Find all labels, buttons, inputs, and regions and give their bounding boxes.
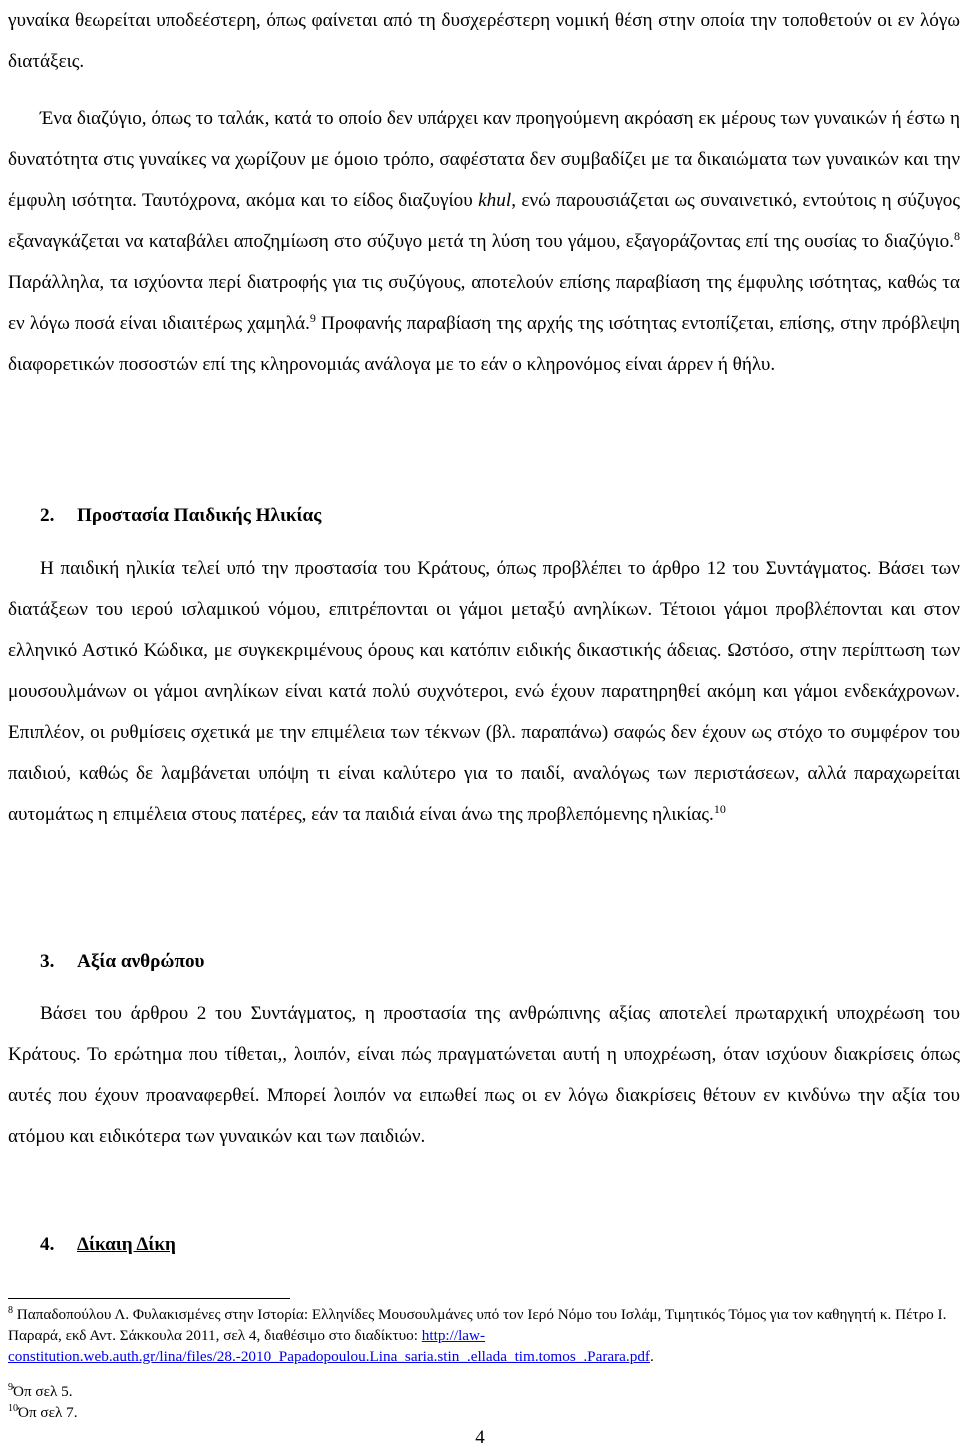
footnote-ref-9[interactable]: 9 bbox=[309, 311, 316, 325]
paragraph-divorce: Ένα διαζύγιο, όπως το ταλάκ, κατά το οποίο δεν υπάρχει καν προηγούμενη ακρόαση εκ μέρους των γυναικών ή έστω η δυνατότητα στις γυναίκες να χωρίζουν με όμοιο τρόπο, σαφέστατα δεν συμβαδίζει με τα δικαιώματα των γυναικών και την έμφυλη ισότητα. Ταυτόχρονα, ακόμα και το είδος διαζυγίου khul, ενώ παρουσιάζεται ως συναινετικό, εντούτοις η σύζυγος εξαναγκάζεται να καταβάλει αποζημίωση στο σύζυγο μετά τη λύση του γάμου, εξαγοράζοντας επί της ουσίας το διαζύγιο.$^8$ Παράλληλα, τα ισχύοντα περί διατροφής για τις συζύγους, αποτελούν επίσης παραβίαση της έμφυλης ισότητας, καθώς τα εν λόγω ποσά είναι ιδιαιτέρως χαμηλά.$^9$ Προφανής παραβίαση της αρχής της ισότητας εντοπίζεται, επίσης, στην πρόβλεψη διαφορετικών ποσοστών επί της κληρονομιάς ανάλογα με το εάν ο κληρονόμος είναι άρρεν ή θήλυ. bbox=[8, 108, 960, 375]
khul-term: khul bbox=[478, 190, 512, 211]
footnote-8-link[interactable]: http://law-constitution.web.auth.gr/lina/files/28.-2010_Papadopoulou.Lina_saria.stin_.ellada_tim.tomos_.Parara.pdf bbox=[8, 1327, 650, 1365]
paragraph-childhood: Η παιδική ηλικία τελεί υπό την προστασία του Κράτους, όπως προβλέπει το άρθρο 12 του Συντάγματος. Βάσει των διατάξεων του ιερού ισλαμικού νόμου, επιτρέπονται οι γάμοι μεταξύ ανηλίκων. Τέτοιοι γάμοι προβλέπονται και στον ελληνικό Αστικό Κώδικα, με συγκεκριμένους όρους και κατόπιν ειδικής δικαστικής άδειας. Ωστόσο, στην περίπτωση των μουσουλμάνων οι γάμοι ανηλίκων είναι κατά πολύ συχνότεροι, ενώ έχουν παρατηρηθεί ακόμη και γάμοι ενδεκάχρονων. Επιπλέον, οι ρυθμίσεις σχετικά με την επιμέλεια των τέκνων (βλ. παραπάνω) σαφώς δεν έχουν ως στόχο το συμφέρον του παιδιού, καθώς δε λαμβάνεται υπόψη τι είναι καλύτερο για το παιδί, αναλόγως των περιστάσεων, αλλά παραχωρείται αυτομάτως η επιμέλεια στους πατέρες, εάν τα παιδιά είναι άνω της προβλεπόμενης ηλικίας.$^{10}$ bbox=[8, 558, 960, 825]
paragraph-human-value: Βάσει του άρθρου 2 του Συντάγματος, η προστασία της ανθρώπινης αξίας αποτελεί πρωταρχική υποχρέωση του Κράτους. Το ερώτημα που τίθεται,, λοιπόν, είναι πώς πραγματώνεται αυτή η υποχρέωση, όταν ισχύουν διακρίσεις όπως αυτές που έχουν προαναφερθεί. Μπορεί λοιπόν να ειπωθεί πως οι εν λόγω διακρίσεις θέτουν εν κινδύνω την αξία του ατόμου και ειδικότερα των γυναικών και των παιδιών. bbox=[8, 1003, 960, 1147]
footnote-ref-10[interactable]: 10 bbox=[713, 802, 726, 816]
section-title-4: Δίκαιη Δίκη bbox=[77, 1234, 176, 1255]
section-title-2: Προστασία Παιδικής Ηλικίας bbox=[77, 505, 322, 526]
page-number: 4 bbox=[475, 1427, 485, 1448]
section-title-3: Αξία ανθρώπου bbox=[77, 951, 205, 972]
paragraph-continuation: γυναίκα θεωρείται υποδεέστερη, όπως φαίνεται από τη δυσχερέστερη νομική θέση στην οποία την τοποθετούν οι εν λόγω διατάξεις. bbox=[8, 10, 960, 72]
footnote-ref-8[interactable]: 8 bbox=[954, 229, 960, 243]
section-heading-3: 3. Αξία ανθρώπου bbox=[40, 951, 205, 972]
footnote-10: $^{10}$Όπ σελ 7. bbox=[8, 1403, 78, 1421]
footnote-8: $^8$ Παπαδοπούλου Λ. Φυλακισμένες στην Ιστορία: Ελληνίδες Μουσουλμάνες υπό τον Ιερό Νόμο του Ισλάμ, Τιμητικός Τόμος για τον καθηγητή κ. Πέτρο Ι. Παραρά, εκδ Αντ. Σάκκουλα 2011, σελ 4, διαθέσιμο στο διαδίκτυο: http://law-constitution.web.auth.gr/lina/files/28.-2010_Papadopoulou.Lina_saria.stin_.ellada_tim.tomos_.Parara.pdf. bbox=[8, 1305, 947, 1365]
footnote-9: $^9$Όπ σελ 5. bbox=[8, 1382, 73, 1400]
section-heading-2: 2. Προστασία Παιδικής Ηλικίας bbox=[40, 505, 322, 526]
footnote-separator bbox=[8, 1298, 290, 1299]
section-heading-4: 4. Δίκαιη Δίκη bbox=[40, 1234, 176, 1255]
